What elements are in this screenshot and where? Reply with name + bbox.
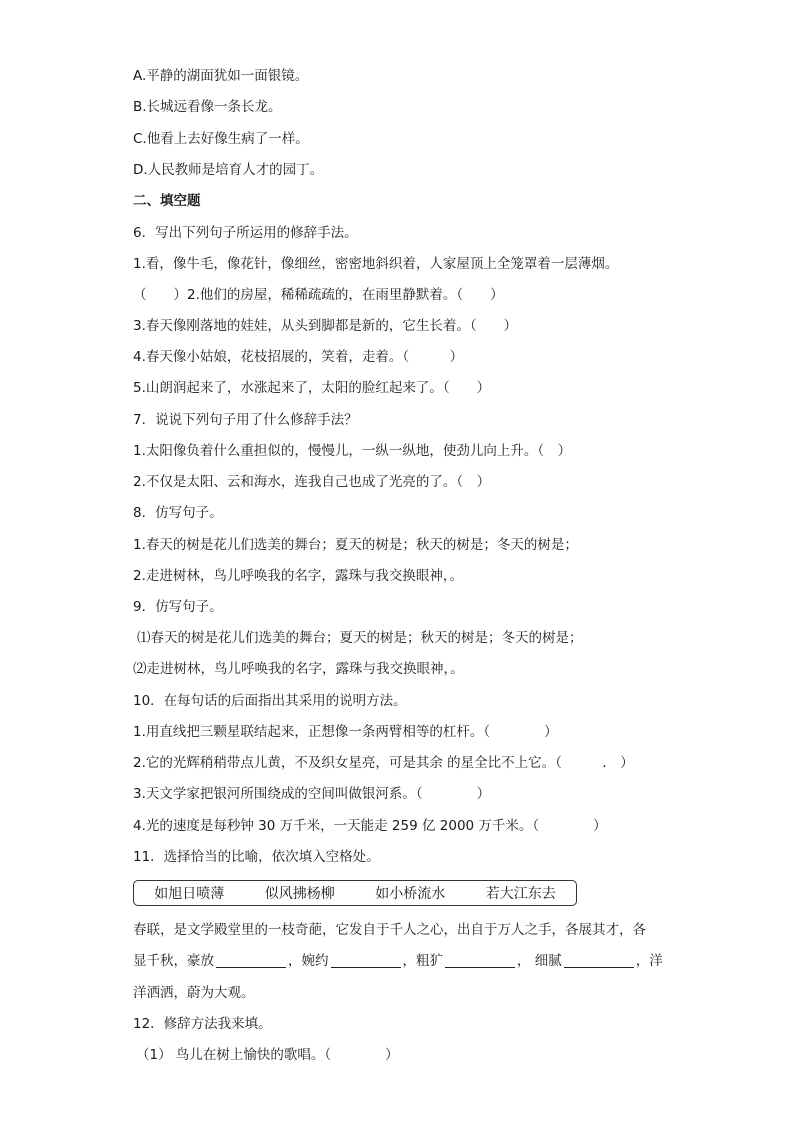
option-b: B.长城远看像一条长龙。 <box>133 99 282 115</box>
question-8: 8．仿写句子。 <box>133 505 223 521</box>
question-6-item-3: 3.春天像刚落地的娃娃，从头到脚都是新的，它生长着。（ ） <box>133 318 518 334</box>
simile-options-box <box>133 880 577 906</box>
paragraph-text: ，粗犷 <box>402 953 443 969</box>
question-10-item-2: 2.它的光辉稍稍带点儿黄，不及织女星亮，可是其余 的星全比不上它。（ . ） <box>133 755 634 771</box>
question-9-item-1: ⑴春天的树是花儿们选美的舞台；夏天的树是；秋天的树是；冬天的树是； <box>137 630 583 646</box>
simile-option: 似风拂杨柳 <box>264 886 335 902</box>
paragraph-text: ，洋 <box>635 953 663 969</box>
question-8-item-2: 2.走进树林，鸟儿呼唤我的名字，露珠与我交换眼神，。 <box>133 568 464 584</box>
question-7-item-2: 2.不仅是太阳、云和海水，连我自己也成了光亮的了。（ ） <box>133 474 491 490</box>
option-d: D.人民教师是培育人才的园丁。 <box>133 162 324 178</box>
question-10: 10．在每句话的后面指出其采用的说明方法。 <box>133 693 407 709</box>
fill-blank-3[interactable] <box>445 953 515 968</box>
option-a: A.平静的湖面犹如一面银镜。 <box>133 68 309 84</box>
question-11-paragraph-line-2 <box>133 951 663 971</box>
question-6-item-5: 5.山朗润起来了，水涨起来了，太阳的脸红起来了。（ ） <box>133 380 491 396</box>
paragraph-text: ， 细腻 <box>517 953 562 969</box>
question-9-item-2: ⑵走进树林，鸟儿呼唤我的名字，露珠与我交换眼神，。 <box>133 661 464 677</box>
question-11: 11．选择恰当的比喻，依次填入空格处。 <box>133 849 380 865</box>
question-11-paragraph-line-1: 春联，是文学殿堂里的一枝奇葩，它发自于千人之心，出自于万人之手，各展其才，各 <box>133 922 646 938</box>
question-8-item-1: 1.春天的树是花儿们选美的舞台；夏天的树是；秋天的树是；冬天的树是； <box>133 537 578 553</box>
question-6-item-4: 4.春天像小姑娘，花枝招展的，笑着，走着。（ ） <box>133 349 464 365</box>
question-6-item-1: 1.看，像牛毛，像花针，像细丝，密密地斜织着，人家屋顶上全笼罩着一层薄烟。 <box>133 256 619 272</box>
question-7: 7．说说下列句子用了什么修辞手法？ <box>133 412 358 428</box>
paragraph-text: ，婉约 <box>288 953 329 969</box>
paragraph-text: 显千秋，豪放 <box>133 953 214 969</box>
simile-option: 若大江东去 <box>485 886 556 902</box>
question-6: 6．写出下列句子所运用的修辞手法。 <box>133 225 358 241</box>
fill-blank-2[interactable] <box>331 953 401 968</box>
question-10-item-4: 4.光的速度是每秒钟 30 万千米，一天能走 259 亿 2000 万千米。（ ） <box>133 818 607 834</box>
question-10-item-1: 1.用直线把三颗星联结起来，正想像一条两臂相等的杠杆。（ ） <box>133 724 558 740</box>
question-12-item-1: （1） 鸟儿在树上愉快的歌唱。（ ） <box>136 1047 399 1063</box>
question-9: 9．仿写句子。 <box>133 599 223 615</box>
fill-blank-1[interactable] <box>216 953 286 968</box>
question-6-item-2: （ ）2.他们的房屋，稀稀疏疏的，在雨里静默着。（ ） <box>133 287 504 303</box>
question-12: 12．修辞方法我来填。 <box>133 1016 272 1032</box>
simile-option: 如旭日喷薄 <box>154 886 225 902</box>
question-7-item-1: 1.太阳像负着什么重担似的，慢慢儿，一纵一纵地，使劲儿向上升。（ ） <box>133 443 572 459</box>
section-heading: 二、填空题 <box>133 193 201 209</box>
option-c: C.他看上去好像生病了一样。 <box>133 131 309 147</box>
simile-option: 如小桥流水 <box>375 886 446 902</box>
fill-blank-4[interactable] <box>564 953 634 968</box>
question-11-paragraph-line-3: 洋洒洒，蔚为大观。 <box>133 985 255 1001</box>
question-10-item-3: 3.天文学家把银河所围绕成的空间叫做银河系。（ ） <box>133 786 491 802</box>
